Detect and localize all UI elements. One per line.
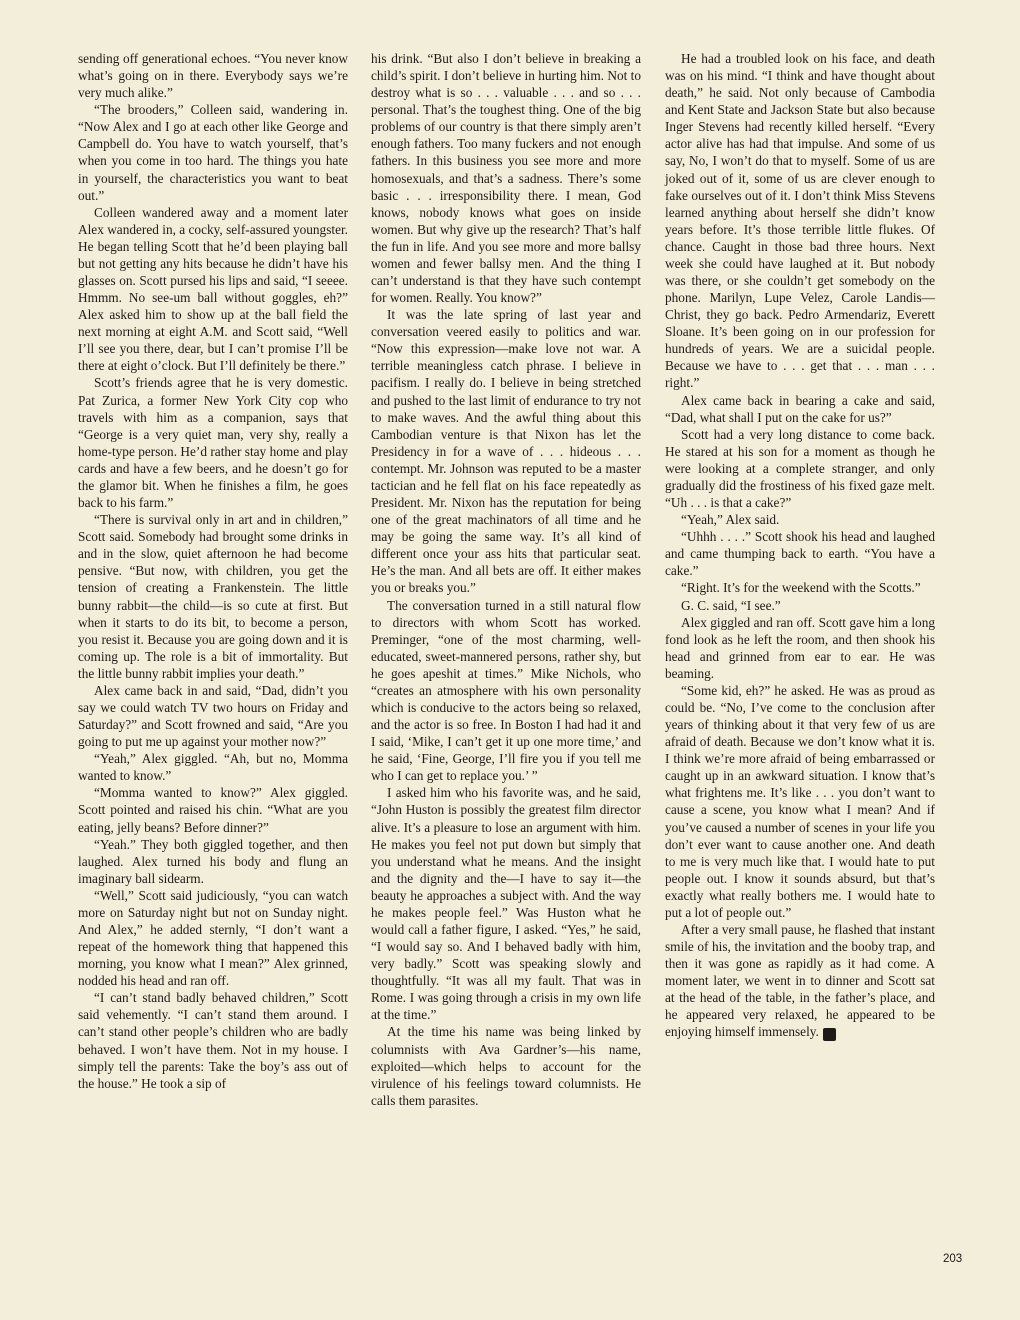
paragraph: Alex giggled and ran off. Scott gave him a long fond look as he left the room, and then shook his head and grinned from ear to ear. He was beaming. [665, 614, 935, 681]
paragraph: At the time his name was being linked by columnists with Ava Gardner’s—his name, exploited—which helps to account for the virulence of his feelings toward columnists. He calls them parasites. [371, 1024, 641, 1108]
paragraph [665, 921, 935, 1041]
paragraph: sending off generational echoes. “You never know what’s going on in there. Everybody says we’re very much alike.” [78, 51, 348, 101]
paragraph: G. C. said, “I see.” [681, 597, 781, 613]
text-column-2 [371, 50, 641, 1109]
paragraph: It was the late spring of last year and conversation veered easily to politics and war. “Now this expression—make love not war. A terrible meaningless catch phrase. I believe in pacifism. I really do. I believe in being stretched and pushed to the last limit of endurance to try not to make waves. And the awful thing about this Cambodian venture is that Nixon has let the Presidency in for a wave of . . . hideous . . . contempt. Mr. Johnson was reputed to be a master tactician and he fell flat on his face repeatedly as President. Mr. Nixon has the reputation for being one of the great machinators of all time and he may be going the same way. It’s all kind of different once your ass hits that particular seat. He’s the man. And all bets are off. It either makes you or breaks you.” [371, 307, 641, 596]
paragraph: Alex came back in bearing a cake and said, “Dad, what shall I put on the cake for us?” [665, 392, 935, 425]
paragraph: “Yeah.” They both giggled together, and then laughed. Alex turned his body and flung an imaginary ball sidearm. [78, 836, 348, 886]
paragraph-text: After a very small pause, he flashed that instant smile of his, the invitation and the booby trap, and then it was gone as rapidly as it had come. A moment later, we went in to dinner and Scott sat at the head of the table, in the father’s place, and he appeared very relaxed, he appeared to be enjoying himself immensely. [665, 921, 935, 1040]
paragraph: “The brooders,” Colleen said, wandering in. “Now Alex and I go at each other like George and Campbell do. You have to watch yourself, that’s when you come in too hard. The things you hate in yourself, the characteristics you want to beat out.” [78, 102, 348, 203]
text-column-1 [78, 50, 348, 1092]
paragraph: “Yeah,” Alex giggled. “Ah, but no, Momma wanted to know.” [78, 751, 348, 784]
text-column-3 [665, 50, 935, 1041]
paragraph: “Momma wanted to know?” Alex giggled. Scott pointed and raised his chin. “What are you eating, jelly beans? Before dinner?” [78, 785, 348, 835]
paragraph: Scott had a very long distance to come back. He stared at his son for a moment as though he were looking at a complete stranger, and only gradually did the frostiness of his fixed gaze melt. “Uh . . . is that a cake?” [665, 426, 935, 511]
paragraph: “There is survival only in art and in children,” Scott said. Somebody had brought some drinks in and in the slow, quiet afternoon he had become pensive. “But now, with children, you get the tension of creating a Frankenstein. The little bunny rabbit—the child—is so cute at first. But when it starts to do its bit, to become a person, you resist it. Because you are going down and it is coming up. The role is a bit of immortality. But the little bunny rabbit implies your death.” [78, 512, 348, 681]
paragraph: I asked him who his favorite was, and he said, “John Huston is possibly the greatest film director alive. It’s a pleasure to lose an argument with him. He makes you feel not put down but simply that you understand what he means. And the insight and the dignity and the—I have to say it—the beauty he approaches a subject with. And the way he makes people feel.” Was Huston what he would call a father figure, I asked. “Yes,” he said, “I would say so. And I behaved badly with him, very badly.” Scott was speaking slowly and thoughtfully. “It was all my fault. That was in Rome. I was going through a crisis in my own life at the time.” [371, 785, 641, 1023]
paragraph: Alex came back in and said, “Dad, didn’t you say we could watch TV two hours on Friday and Saturday?” and Scott frowned and said, “Are you going to put me up against your mother now?” [78, 682, 348, 750]
paragraph: “Yeah,” Alex said. [681, 512, 780, 528]
paragraph: “Uhhh . . . .” Scott shook his head and laughed and came thumping back to earth. “You have a cake.” [665, 529, 935, 579]
paragraph: “I can’t stand badly behaved children,” Scott said vehemently. “I can’t stand them around. I can’t stand other people’s children who are badly behaved. I won’t have them. Not in my house. I simply tell the parents: Take the boy’s ass out of the house.” He took a sip of [78, 990, 348, 1091]
paragraph: “Right. It’s for the weekend with the Scotts.” [681, 580, 921, 596]
paragraph: “Well,” Scott said judiciously, “you can watch more on Saturday night but not on Sunday night. And Alex,” he added sternly, “I don’t want a repeat of the homework thing that happened this morning, you know what I mean?” Alex grinned, nodded his head and ran off. [78, 887, 348, 989]
paragraph: He had a troubled look on his face, and death was on his mind. “I think and have thought about death,” he said. Not only because of Cambodia and Kent State and Jackson State but also because Inger Stevens had recently killed herself. “Every actor alive has had that impulse. And some of us say, No, I won’t do that to myself. Some of us are joked out of it, some of us are clever enough to fake ourselves out of it. I don’t think Miss Stevens learned anything about herself she didn’t know years before. It’s those terrible little flukes. Of chance. Caught in those bad three hours. Next week she could have laughed at it. But nobody was there, or she couldn’t get somebody on the phone. Marilyn, Lupe Velez, Carole Landis—Christ, they go back. Pedro Armendariz, Everett Sloane. It’s been going on in our profession for hundreds of years. We are a suicidal people. Because we have to . . . get that . . . man . . . right.” [665, 51, 935, 391]
paragraph: “Some kid, eh?” he asked. He was as proud as could be. “No, I’ve come to the conclusion after years of thinking about it that very few of us are afraid of death. Because we don’t know what it is. I think we’re more afraid of being embarrassed or caught up in an awkward situation. I know that’s what frightens me. It’s like . . . you don’t want to cause a scene, you know what I mean? And if you’ve caused a number of scenes in your life you don’t ever want to cause another one. And death to me is very much like that. I would hate to put people out. I know it sounds absurd, but that’s exactly what really bothers me. I would hate to put a lot of people out.” [665, 682, 935, 920]
paragraph: Scott’s friends agree that he is very domestic. Pat Zurica, a former New York City cop who travels with him as a companion, says that “George is a very quiet man, very shy, really a home-type person. He’d rather stay home and play cards and have a few beers, and he doesn’t go for the glamor bit. When he finishes a film, he goes back to his farm.” [78, 375, 348, 511]
paragraph: his drink. “But also I don’t believe in breaking a child’s spirit. I don’t believe in hurting him. Not to destroy what is so . . . valuable . . . and so . . . personal. That’s the toughest thing. One of the big problems of our country is that there simply aren’t enough fathers. Too many fuckers and not enough fathers. In this business you see more and more homosexuals, and that’s a sadness. There’s some basic . . . irresponsibility there. I mean, God knows, nobody knows what goes on inside women. But why give up the research? That’s half the fun in life. And you see more and more ballsy women and fewer ballsy men. And the thing I can’t understand is that they have such contempt for women. Really. You know?” [371, 51, 641, 306]
page-number: 203 [943, 1253, 963, 1265]
rabbit-head-icon: ☻ [823, 1028, 836, 1041]
paragraph: The conversation turned in a still natural flow to directors with whom Scott has worked. Preminger, “one of the most charming, well-educated, sweet-mannered persons, rather shy, but he goes apeshit at times.” Mike Nichols, who “creates an atmosphere with his own personality which is conducive to the actors being so relaxed, and the actor is so free. In Boston I had had it and I said, ‘Mike, I can’t get it up one more time,’ and he said, ‘Fine, George, I’ll fire you if you tell me who I can get to replace you.’ ” [371, 597, 641, 784]
paragraph: Colleen wandered away and a moment later Alex wandered in, a cocky, self-assured youngster. He began telling Scott that he’d been playing ball but not getting any hits because he didn’t have his glasses on. Scott pursed his lips and said, “I seeee. Hmmm. No see-um ball without goggles, eh?” Alex asked him to show up at the ball field the next morning at eight A.M. and Scott said, “Well I’ll see you there, dear, but I can’t promise I’ll be there at eight o’clock. But I’ll definitely be there.” [78, 204, 348, 374]
